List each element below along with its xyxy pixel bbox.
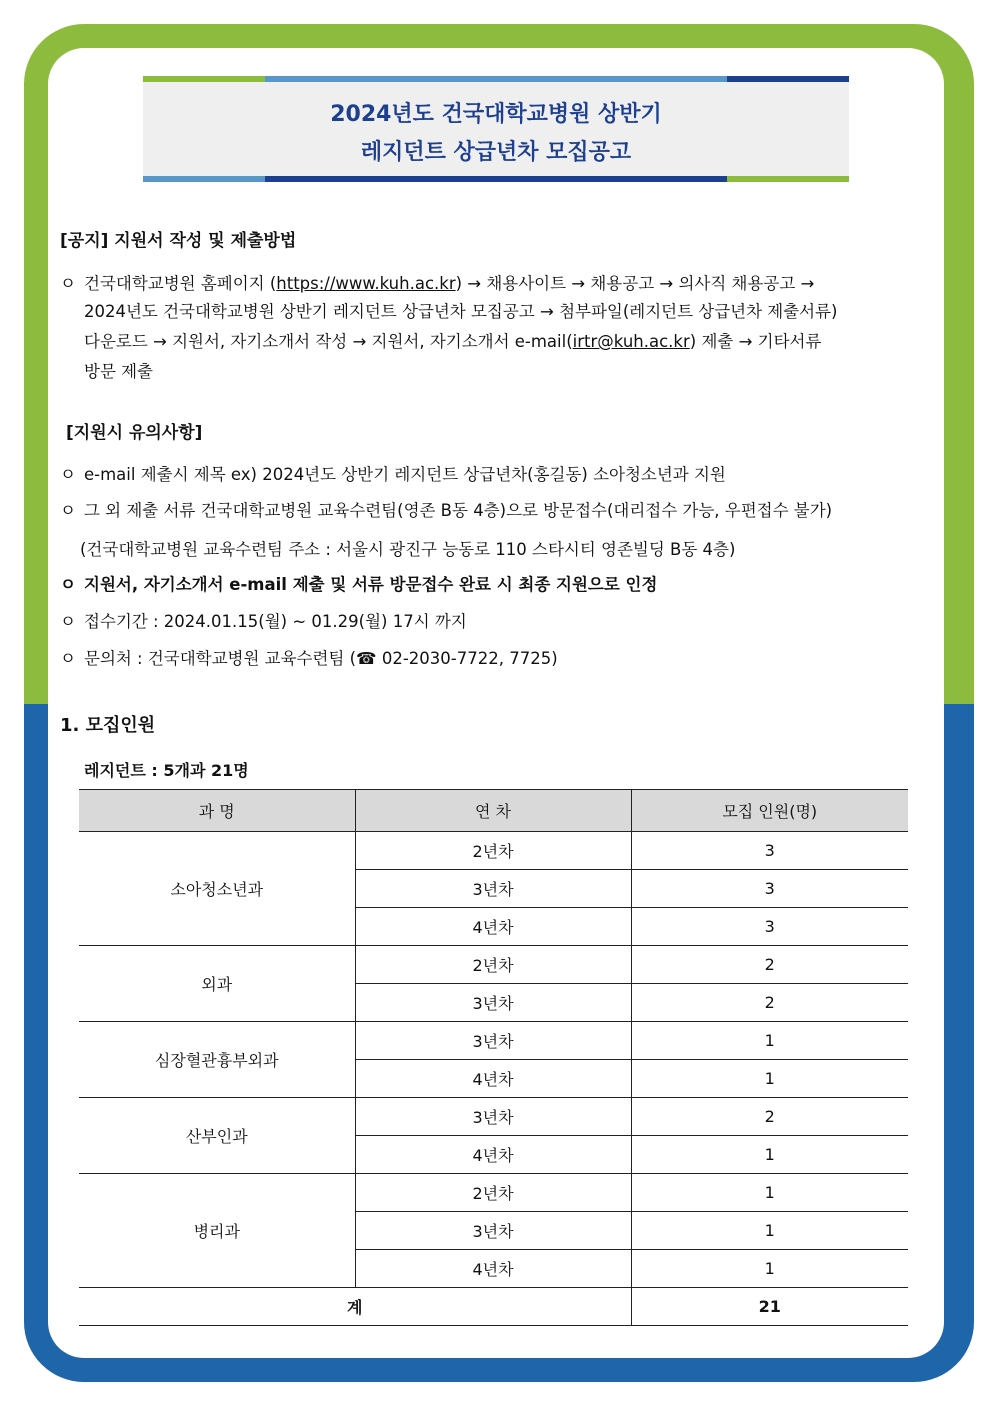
year-cell: 2년차	[355, 946, 631, 984]
email-link[interactable]: irtr@kuh.ac.kr	[572, 332, 690, 351]
col-header-year: 연 차	[355, 790, 631, 832]
col-header-dept: 과 명	[79, 790, 355, 832]
year-cell: 3년차	[355, 1098, 631, 1136]
count-cell: 1	[631, 1060, 908, 1098]
title-bar-bottom	[143, 176, 849, 182]
page-title-line1: 2024년도 건국대학교병원 상반기	[330, 102, 662, 127]
apply-line-4: 방문 제출	[84, 362, 154, 381]
year-cell: 3년차	[355, 1212, 631, 1250]
table-header-row	[79, 790, 908, 832]
table-row	[79, 1098, 908, 1136]
section-notes-heading: [지원시 유의사항]	[66, 423, 203, 443]
table-row	[79, 832, 908, 870]
notes-item-text: 문의처 : 건국대학교병원 교육수련팀 (☎ 02-2030-7722, 7725)	[84, 649, 558, 668]
year-cell: 3년차	[355, 1022, 631, 1060]
apply-line-1: 건국대학교병원 홈페이지 (https://www.kuh.ac.kr) → 채용사이트 → 채용공고 → 의사직 채용공고 →	[84, 274, 815, 293]
year-cell: 2년차	[355, 1174, 631, 1212]
year-cell: 3년차	[355, 870, 631, 908]
count-cell: 2	[631, 1098, 908, 1136]
section-apply-heading: [공지] 지원서 작성 및 제출방법	[60, 231, 297, 251]
homepage-link[interactable]: https://www.kuh.ac.kr	[276, 274, 456, 293]
count-cell: 1	[631, 1212, 908, 1250]
count-cell: 1	[631, 1174, 908, 1212]
year-cell: 4년차	[355, 1136, 631, 1174]
count-cell: 3	[631, 870, 908, 908]
count-cell: 2	[631, 984, 908, 1022]
notes-item-text: 그 외 제출 서류 건국대학교병원 교육수련팀(영존 B동 4층)으로 방문접수(대리접수 가능, 우편접수 불가)	[84, 501, 833, 520]
count-cell: 1	[631, 1250, 908, 1288]
year-cell: 4년차	[355, 1250, 631, 1288]
total-row	[79, 1288, 908, 1326]
year-cell: 3년차	[355, 984, 631, 1022]
section-recruit-subheading: 레지던트 : 5개과 21명	[84, 761, 249, 780]
notes-address-line: (건국대학교병원 교육수련팀 주소 : 서울시 광진구 능동로 110 스타시티 영존빌딩 B동 4층)	[80, 540, 736, 559]
count-cell: 2	[631, 946, 908, 984]
total-label: 계	[79, 1288, 631, 1326]
count-cell: 3	[631, 908, 908, 946]
page-title-line2: 레지던트 상급년차 모집공고	[360, 140, 632, 165]
year-cell: 2년차	[355, 832, 631, 870]
table-row	[79, 946, 908, 984]
title-bar-top	[143, 76, 849, 82]
count-cell: 1	[631, 1022, 908, 1060]
col-header-count: 모집 인원(명)	[631, 790, 908, 832]
year-cell: 4년차	[355, 908, 631, 946]
dept-cell: 심장혈관흉부외과	[79, 1022, 355, 1098]
dept-cell: 병리과	[79, 1174, 355, 1288]
table-row	[79, 1022, 908, 1060]
recruit-table	[79, 789, 908, 1326]
title-box	[143, 76, 849, 182]
notes-item-text: 지원서, 자기소개서 e-mail 제출 및 서류 방문접수 완료 시 최종 지원으로 인정	[84, 575, 658, 594]
count-cell: 3	[631, 832, 908, 870]
dept-cell: 소아청소년과	[79, 832, 355, 946]
notes-item-text: 접수기간 : 2024.01.15(월) ~ 01.29(월) 17시 까지	[84, 612, 467, 631]
notes-item-text: e-mail 제출시 제목 ex) 2024년도 상반기 레지던트 상급년차(홍길동) 소아청소년과 지원	[84, 465, 726, 484]
apply-line-2: 2024년도 건국대학교병원 상반기 레지던트 상급년차 모집공고 → 첨부파일(레지던트 상급년차 제출서류)	[84, 302, 838, 321]
table-row	[79, 1174, 908, 1212]
bullet-mark: ㅇ	[60, 274, 76, 293]
apply-line-3: 다운로드 → 지원서, 자기소개서 작성 → 지원서, 자기소개서 e-mail(irtr@kuh.ac.kr) 제출 → 기타서류	[84, 332, 822, 351]
dept-cell: 외과	[79, 946, 355, 1022]
dept-cell: 산부인과	[79, 1098, 355, 1174]
count-cell: 1	[631, 1136, 908, 1174]
section-recruit-heading: 1. 모집인원	[60, 715, 156, 736]
total-value: 21	[631, 1288, 908, 1326]
year-cell: 4년차	[355, 1060, 631, 1098]
